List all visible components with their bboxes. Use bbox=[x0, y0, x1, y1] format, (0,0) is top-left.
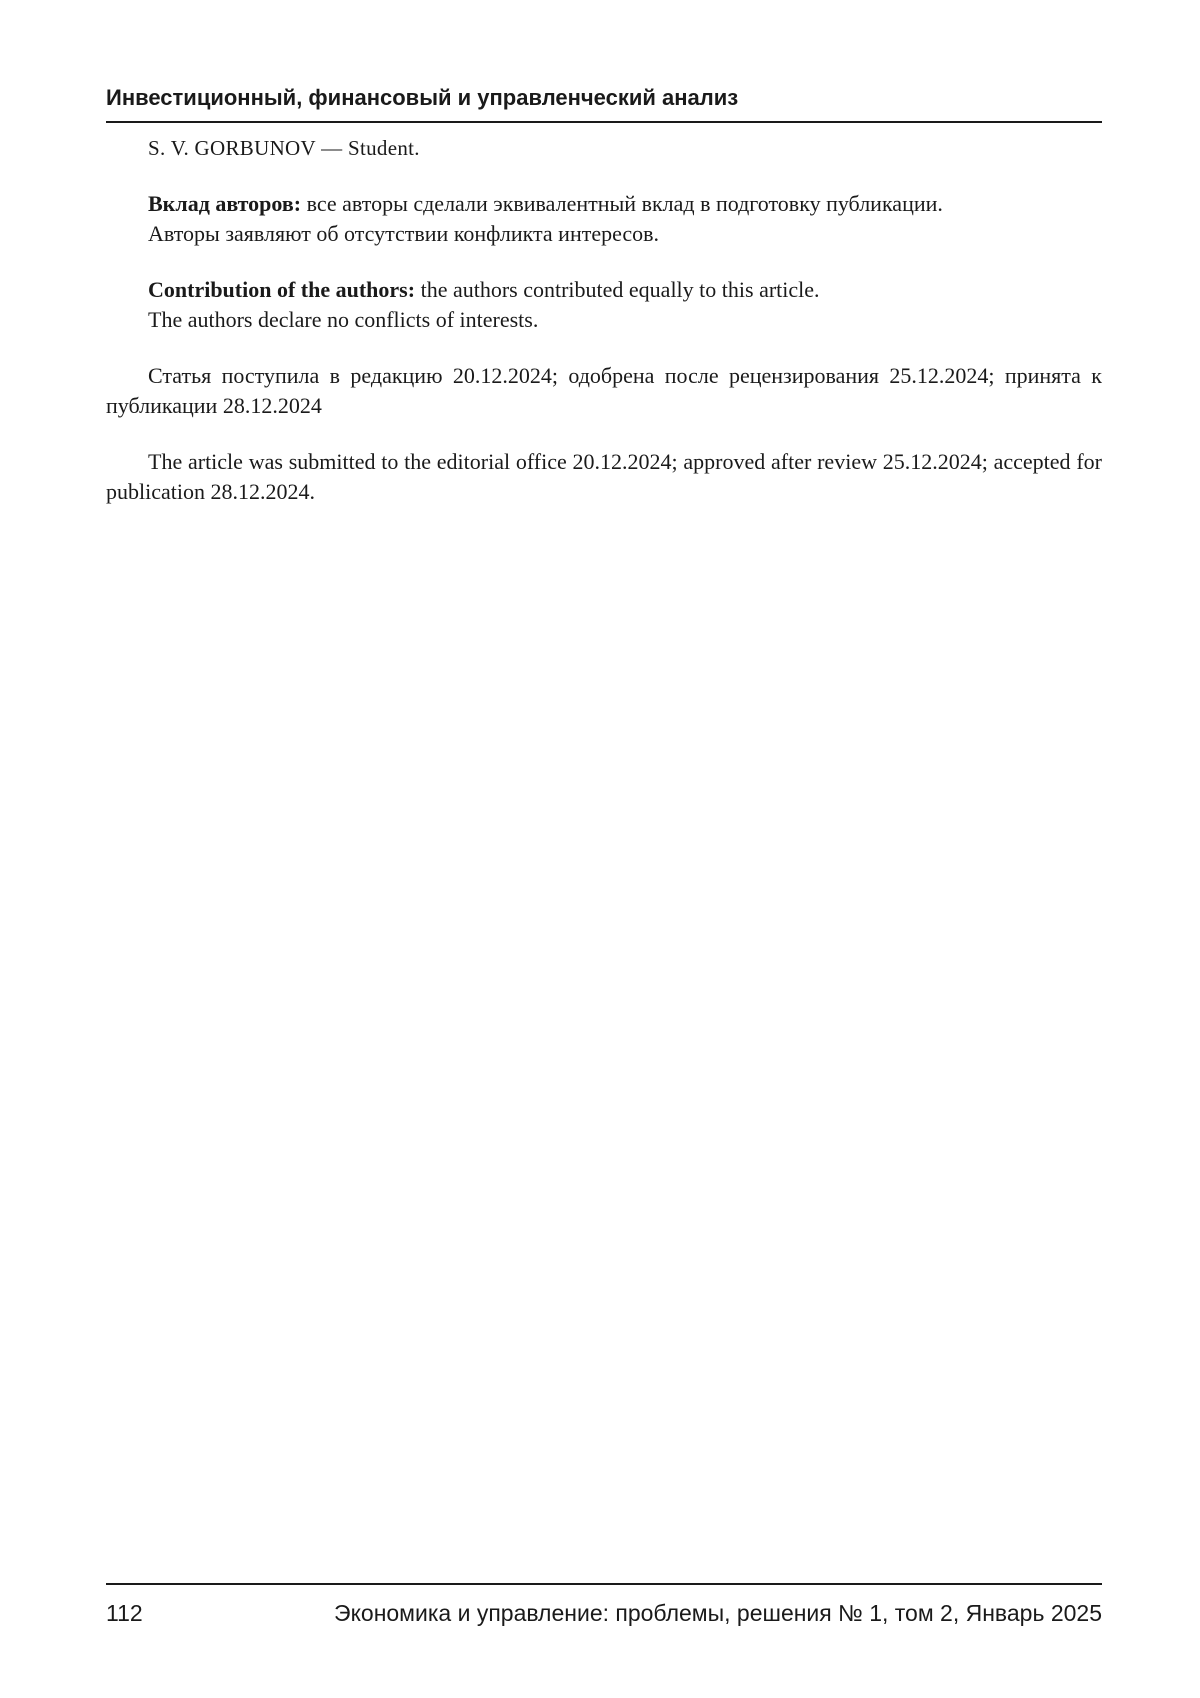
contribution-ru-label: Вклад авторов: bbox=[148, 191, 302, 216]
contribution-en-line2: The authors declare no conflicts of interests. bbox=[148, 307, 539, 332]
contribution-en-line1 bbox=[106, 275, 1102, 305]
contribution-ru-line1 bbox=[106, 189, 1102, 219]
author-info-line: S. V. GORBUNOV — Student. bbox=[148, 136, 420, 160]
running-header-title: Инвестиционный, финансовый и управленческий анализ bbox=[106, 85, 739, 110]
contribution-en-label: Contribution of the authors: bbox=[148, 277, 416, 302]
dates-ru-paragraph: Статья поступила в редакцию 20.12.2024; одобрена после рецензирования 25.12.2024; принята к публикации 28.12.2024 bbox=[106, 363, 1102, 418]
contribution-ru-line2: Авторы заявляют об отсутствии конфликта интересов. bbox=[148, 221, 660, 246]
page-number: 112 bbox=[106, 1600, 143, 1626]
header-divider bbox=[106, 121, 1102, 123]
contribution-ru-text: все авторы сделали эквивалентный вклад в подготовку публикации. bbox=[301, 191, 943, 216]
article-end-matter bbox=[106, 133, 1102, 507]
contribution-en-block bbox=[106, 275, 1102, 335]
contribution-en-text: the authors contributed equally to this article. bbox=[415, 277, 820, 302]
contribution-ru-block bbox=[106, 189, 1102, 249]
journal-citation: Экономика и управление: проблемы, решения № 1, том 2, Январь 2025 bbox=[334, 1600, 1102, 1626]
dates-en-paragraph: The article was submitted to the editorial office 20.12.2024; approved after review 25.12.2024; accepted for publication 28.12.2024. bbox=[106, 449, 1102, 504]
page-footer bbox=[106, 1598, 1102, 1628]
footer-divider bbox=[106, 1583, 1102, 1585]
